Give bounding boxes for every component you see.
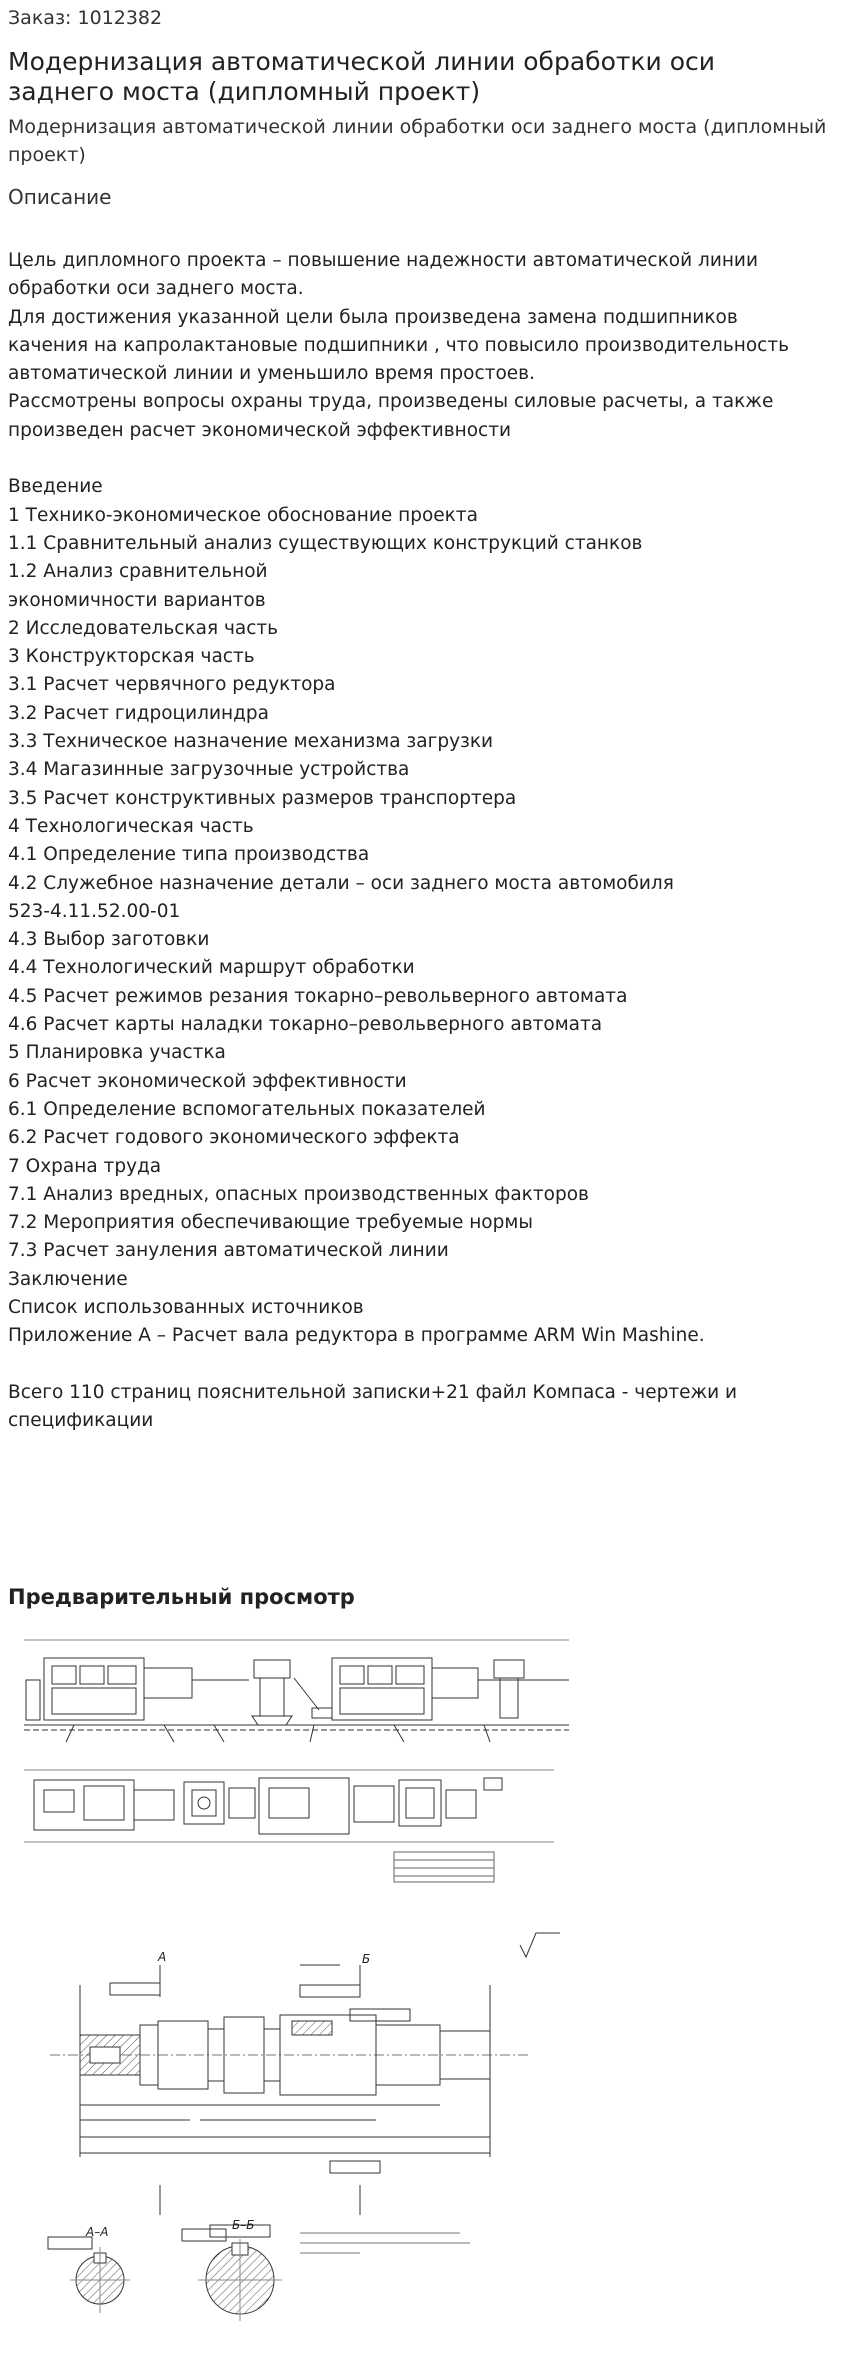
toc-item: 6 Расчет экономической эффективности bbox=[8, 1070, 407, 1092]
toc-item: 1.1 Сравнительный анализ существующих конструкций станков bbox=[8, 532, 643, 554]
toc-item: 4.4 Технологический маршрут обработки bbox=[8, 957, 415, 979]
description-line: Цель дипломного проекта – повышение надежности автоматической линии bbox=[8, 250, 758, 271]
toc-item: 3.2 Расчет гидроцилиндра bbox=[8, 702, 269, 724]
description-line bbox=[8, 1351, 838, 1379]
description-body bbox=[8, 247, 838, 1435]
preview-heading: Предварительный просмотр bbox=[8, 1585, 355, 1609]
description-line: Для достижения указанной цели была произведена замена подшипников bbox=[8, 306, 738, 328]
preview-image-shaft-drawing bbox=[30, 1925, 590, 2325]
preview-image-line-layout bbox=[14, 1630, 574, 1890]
toc-item: 4.5 Расчет режимов резания токарно–револьверного автомата bbox=[8, 985, 628, 1007]
page-title: Модернизация автоматической линии обработки оси заднего моста (дипломный проект) bbox=[8, 47, 716, 106]
toc-item: 6.2 Расчет годового экономического эффекта bbox=[8, 1127, 460, 1149]
toc-item: 3 Конструкторская часть bbox=[8, 646, 255, 668]
toc-item: 1 Технико-экономическое обоснование проекта bbox=[8, 504, 478, 526]
description-heading: Описание bbox=[8, 185, 112, 209]
toc-item: экономичности вариантов bbox=[8, 589, 266, 611]
toc-item: 2 Исследовательская часть bbox=[8, 617, 279, 639]
toc-item: 7.2 Мероприятия обеспечивающие требуемые нормы bbox=[8, 1212, 533, 1234]
description-line: Всего 110 страниц пояснительной записки+21 файл Компаса - чертежи и bbox=[8, 1381, 738, 1403]
description-line: обработки оси заднего моста. bbox=[8, 278, 304, 300]
toc-item: 4.1 Определение типа производства bbox=[8, 844, 370, 866]
description-line: автоматической линии и уменьшило время простоев. bbox=[8, 363, 535, 385]
description-line: произведен расчет экономической эффективности bbox=[8, 419, 512, 441]
toc-item: 7.1 Анализ вредных, опасных производственных факторов bbox=[8, 1183, 589, 1205]
description-line bbox=[8, 445, 838, 473]
toc-item: Приложение А – Расчет вала редуктора в программе ARM Win Mashine. bbox=[8, 1325, 705, 1347]
section-label-a-a: А–А bbox=[86, 2225, 109, 2239]
toc-item: 4.6 Расчет карты наладки токарно–револьверного автомата bbox=[8, 1014, 603, 1036]
section-label-a: А bbox=[158, 1950, 167, 1964]
description-line: спецификации bbox=[8, 1410, 154, 1432]
toc-item: Список использованных источников bbox=[8, 1296, 364, 1318]
toc-item: 4.3 Выбор заготовки bbox=[8, 929, 210, 951]
toc-item: 7 Охрана труда bbox=[8, 1155, 162, 1177]
toc-item: 5 Планировка участка bbox=[8, 1042, 226, 1064]
toc-item: 3.4 Магазинные загрузочные устройства bbox=[8, 759, 410, 781]
order-number: Заказ: 1012382 bbox=[8, 7, 163, 29]
description-line: качения на капролактановые подшипники , что повысило производительность bbox=[8, 334, 790, 356]
section-label-b-b: Б–Б bbox=[232, 2218, 255, 2232]
toc-item: Заключение bbox=[8, 1268, 128, 1290]
toc-item: 4 Технологическая часть bbox=[8, 815, 254, 837]
page-subtitle: Модернизация автоматической линии обработки оси заднего моста (дипломный проект) bbox=[8, 116, 827, 166]
toc-item: 523-4.11.52.00-01 bbox=[8, 900, 181, 922]
toc-item: 7.3 Расчет зануления автоматической линии bbox=[8, 1240, 449, 1262]
toc-item: Введение bbox=[8, 476, 103, 498]
toc-item: 3.1 Расчет червячного редуктора bbox=[8, 674, 336, 696]
toc-item: 4.2 Служебное назначение детали – оси заднего моста автомобиля bbox=[8, 872, 674, 894]
toc-item: 3.5 Расчет конструктивных размеров транспортера bbox=[8, 787, 517, 809]
section-label-b: Б bbox=[362, 1952, 371, 1966]
description-line: Рассмотрены вопросы охраны труда, произведены силовые расчеты, а также bbox=[8, 391, 774, 413]
toc-item: 1.2 Анализ сравнительной bbox=[8, 561, 268, 583]
toc-item: 3.3 Техническое назначение механизма загрузки bbox=[8, 731, 494, 753]
toc-item: 6.1 Определение вспомогательных показателей bbox=[8, 1098, 486, 1120]
